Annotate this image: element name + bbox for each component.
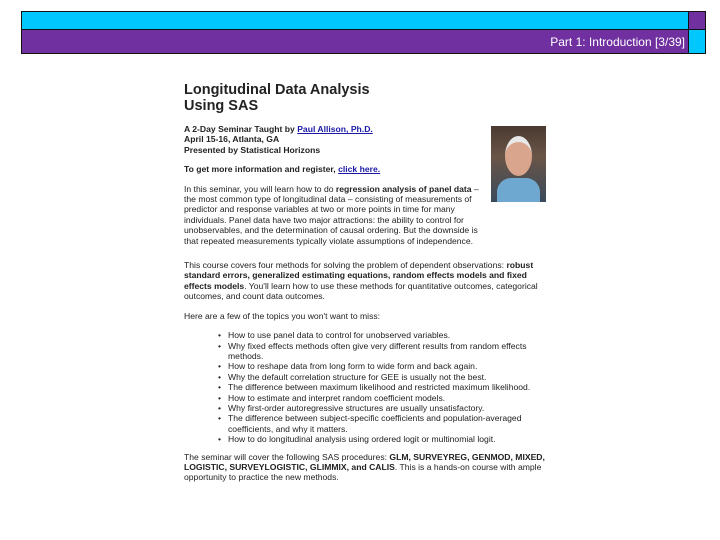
register-text: To get more information and register, [184,164,339,175]
methods-rest: . You'll learn how to use these methods for quantitative outcomes, categorical outcomes, and count data outcomes. [184,280,538,302]
procs-text: The seminar will cover the following SAS procedures: [184,451,390,462]
title-line-2: Using SAS [184,98,259,114]
register-link[interactable]: click here. [338,164,381,175]
slide-title: Part 1: Introduction [3/39] [550,35,685,49]
list-item: • How to do longitudinal analysis using ordered logit or multinomial logit. [218,434,554,444]
title-line-1: Longitudinal Data Analysis [184,82,370,98]
methods-paragraph [184,260,554,302]
list-item: • The difference between subject-specific coefficients and population-averaged coefficients, and why it matters. [218,413,554,434]
intro-paragraph [184,184,489,246]
list-item: • Why fixed effects methods often give very different results from random effects methods. [218,341,554,362]
title-corner-square [688,29,706,54]
intro-rest: – the most common type of longitudinal data – consisting of measurements of predictor and response variables at two or more points in time for many individuals. Panel data have two major attractions: the ability to control for unobservables, and the determination of causal ordering. But the downside is that repeated measurements typically violate assumptions of independence. [184,183,479,246]
presenter-text: Presented by Statistical Horizons [184,144,321,155]
list-item: • Why the default correlation structure for GEE is usually not the best. [218,372,554,382]
instructor-link[interactable]: Paul Allison, Ph.D. [297,124,373,134]
top-accent-bar [21,11,689,30]
page-title [184,82,554,114]
methods-text: This course covers four methods for solving the problem of dependent observations: [184,260,507,271]
top-corner-square [688,11,706,30]
list-item: • The difference between maximum likelihood and restricted maximum likelihood. [218,382,554,392]
procs-rest: . This is a hands-on course with ample opportunity to practice the new methods. [184,461,542,483]
methods-bold: robust standard errors, generalized estimating equations, random effects models and fixed effects models [184,260,534,291]
topics-intro: Here are a few of the topics you won't want to miss: [184,310,381,321]
dates-text: April 15-16, Atlanta, GA [184,134,280,145]
list-item: • How to reshape data from long form to wide form and back again. [218,361,554,371]
procs-bold: GLM, SURVEYREG, GENMOD, MIXED, LOGISTIC, SURVEYLOGISTIC, GLIMMIX, and CALIS [184,451,545,472]
seminar-page [184,82,554,492]
taught-by-text: A 2-Day Seminar Taught by [184,124,298,134]
list-item: • Why first-order autoregressive structures are usually unsatisfactory. [218,403,554,413]
topics-list [218,330,554,444]
list-item: • How to estimate and interpret random coefficient models. [218,393,554,403]
slide-title-bar [21,29,689,54]
instructor-photo [491,126,546,202]
list-item: • How to use panel data to control for unobserved variables. [218,330,554,340]
intro-text: In this seminar, you will learn how to do [184,183,336,194]
procedures-paragraph [184,452,554,483]
intro-bold: regression analysis of panel data [335,183,472,194]
